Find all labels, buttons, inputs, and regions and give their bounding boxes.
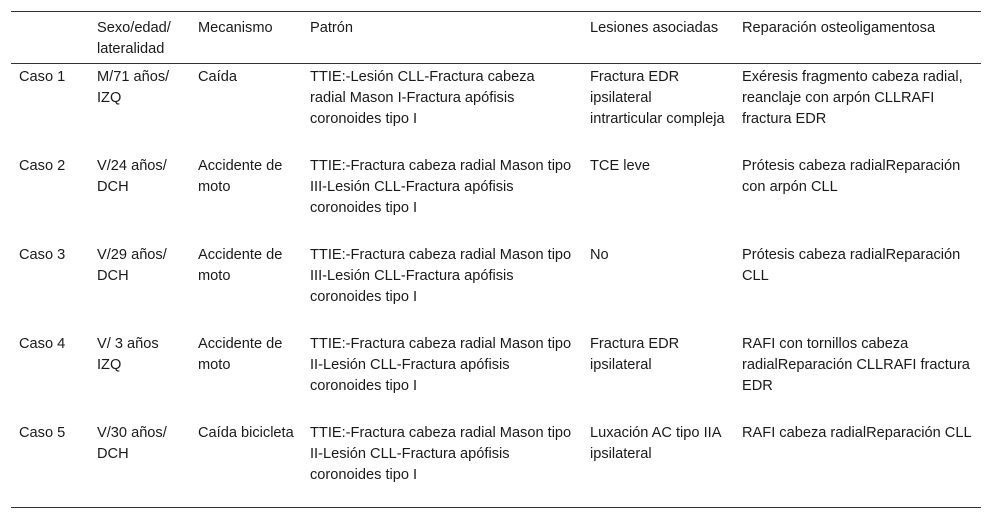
cell-pattern: TTIE:-Lesión CLL-Fractura cabeza radial Mason I-Fractura apófisis coronoides tipo I	[310, 69, 535, 127]
cell-mechanism: Caída bicicleta	[198, 425, 294, 441]
cell-sex-age-side: V/24 años/ DCH	[97, 158, 167, 195]
table-header-row	[11, 12, 981, 64]
cell-repair: Prótesis cabeza radialReparación con arpón CLL	[742, 158, 961, 195]
cell-mechanism: Accidente de moto	[198, 336, 283, 373]
cell-case: Caso 3	[19, 247, 66, 263]
header-repair: Reparación osteoligamentosa	[742, 20, 936, 36]
cell-sex-age-side: M/71 años/ IZQ	[97, 69, 170, 106]
cell-associated-injuries: No	[590, 247, 609, 263]
cell-case: Caso 5	[19, 425, 66, 441]
cell-mechanism: Accidente de moto	[198, 247, 283, 284]
cell-associated-injuries: Fractura EDR ipsilateral	[590, 336, 680, 373]
table-row	[11, 242, 981, 331]
cell-case: Caso 1	[19, 69, 66, 85]
cell-mechanism: Accidente de moto	[198, 158, 283, 195]
cell-sex-age-side: V/ 3 años IZQ	[97, 336, 159, 373]
cell-sex-age-side: V/29 años/ DCH	[97, 247, 167, 284]
cell-sex-age-side: V/30 años/ DCH	[97, 425, 167, 462]
cases-table	[11, 11, 981, 508]
cell-pattern: TTIE:-Fractura cabeza radial Mason tipo III-Lesión CLL-Fractura apófisis coronoides tipo I	[310, 247, 572, 305]
cell-repair: Exéresis fragmento cabeza radial, reanclaje con arpón CLLRAFI fractura EDR	[742, 69, 963, 127]
cell-case: Caso 4	[19, 336, 66, 352]
table-container	[11, 11, 981, 508]
cell-associated-injuries: Luxación AC tipo IIA ipsilateral	[590, 425, 721, 462]
cell-pattern: TTIE:-Fractura cabeza radial Mason tipo III-Lesión CLL-Fractura apófisis coronoides tipo I	[310, 158, 572, 216]
cell-mechanism: Caída	[198, 69, 237, 85]
cell-pattern: TTIE:-Fractura cabeza radial Mason tipo II-Lesión CLL-Fractura apófisis coronoides tipo I	[310, 336, 572, 394]
table-row	[11, 420, 981, 508]
cell-repair: RAFI con tornillos cabeza radialReparación CLLRAFI fractura EDR	[742, 336, 970, 394]
cell-case: Caso 2	[19, 158, 66, 174]
header-case	[11, 12, 89, 64]
header-pattern: Patrón	[310, 20, 353, 36]
cell-pattern: TTIE:-Fractura cabeza radial Mason tipo II-Lesión CLL-Fractura apófisis coronoides tipo I	[310, 425, 572, 483]
header-associated-injuries: Lesiones asociadas	[590, 20, 719, 36]
table-row	[11, 153, 981, 242]
cell-repair: Prótesis cabeza radialReparación CLL	[742, 247, 961, 284]
cell-associated-injuries: TCE leve	[590, 158, 651, 174]
cell-repair: RAFI cabeza radialReparación CLL	[742, 425, 972, 441]
cell-associated-injuries: Fractura EDR ipsilateral intrarticular compleja	[590, 69, 725, 127]
table-row	[11, 64, 981, 154]
header-mechanism: Mecanismo	[198, 20, 273, 36]
header-sex-age-side: Sexo/edad/ lateralidad	[97, 20, 171, 57]
table-row	[11, 331, 981, 420]
